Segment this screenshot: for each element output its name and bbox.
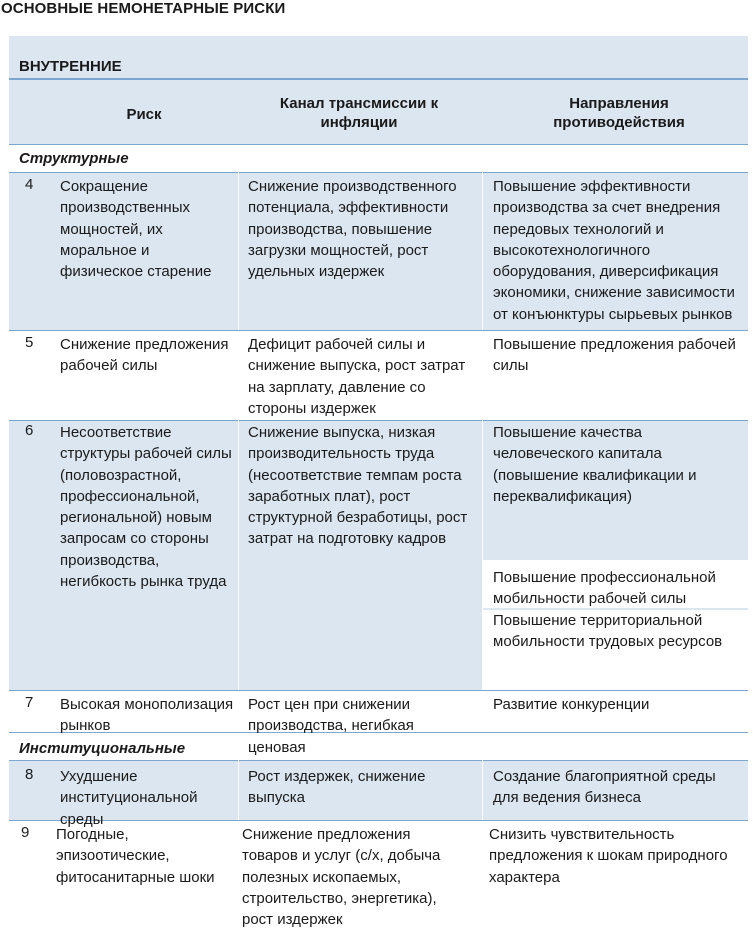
row-divider <box>9 420 748 421</box>
row-number: 4 <box>25 176 34 193</box>
channel-cell: Рост издержек, снижение выпуска <box>248 768 426 807</box>
row-number: 5 <box>25 334 34 351</box>
risk-cell: Сокращение производственных мощностей, их моральное и физическое старение <box>60 178 212 281</box>
response-cell: Развитие конкуренции <box>493 696 650 713</box>
response-cell: Снизить чувствительность предложения к шокам природного характера <box>489 826 728 886</box>
row-divider <box>9 760 748 761</box>
row-number: 6 <box>25 422 34 439</box>
channel-cell: Снижение производственного потенциала, эффективности производства, повышение загрузки мощностей, рост удельных издержек <box>248 178 457 281</box>
category-label: Институциональные <box>19 740 186 757</box>
column-divider <box>482 172 483 330</box>
column-header-channel: Канал трансмиссии к инфляции <box>279 95 439 131</box>
column-divider <box>238 760 239 820</box>
response-cell: Повышение территориальной мобильности трудовых ресурсов <box>493 612 723 651</box>
channel-cell: Дефицит рабочей силы и снижение выпуска, рост затрат на зарплату, давление со стороны издержек <box>248 336 466 417</box>
row-divider <box>9 78 748 80</box>
response-cell: Повышение эффективности производства за счет внедрения передовых технологий и высокотехнологичного оборудования, диверсификация экономики, снижение зависимости от конъюнктуры сырьевых рынков <box>493 178 735 323</box>
column-header-response: Направления противодействия <box>553 95 685 131</box>
row-divider <box>9 144 748 145</box>
response-cell: Повышение качества человеческого капитала (повышение квалификации и переквалификация) <box>493 424 697 505</box>
row-number: 8 <box>25 766 34 783</box>
risk-cell: Погодные, эпизоотические, фитосанитарные шоки <box>56 826 215 886</box>
response-cell: Повышение профессиональной мобильности рабочей силы <box>493 569 716 608</box>
row-number: 9 <box>21 824 30 841</box>
column-divider <box>238 420 239 690</box>
row-divider <box>9 690 748 691</box>
risk-cell: Несоответствие структуры рабочей силы (половозрастной, профессиональной, региональной) новым запросам со стороны производства, негибкость рынка труда <box>60 424 232 591</box>
column-divider <box>482 760 483 820</box>
channel-cell: Снижение выпуска, низкая производительность труда (несоответствие темпам роста заработных плат), рост структурной безработицы, рост затрат на подготовку кадров <box>248 424 468 548</box>
risk-cell: Ухудшение институциональной среды <box>60 768 198 828</box>
category-label: Структурные <box>19 150 129 167</box>
column-divider <box>482 420 483 690</box>
section-title: ВНУТРЕННИЕ <box>19 58 122 75</box>
response-cell: Повышение предложения рабочей силы <box>493 336 736 375</box>
row-divider <box>9 330 748 331</box>
channel-cell: Снижение предложения товаров и услуг (с/х, добыча полезных ископаемых, строительство, энергетика), рост издержек <box>242 826 441 929</box>
risk-table <box>9 36 748 927</box>
page-title: ОСНОВНЫЕ НЕМОНЕТАРНЫЕ РИСКИ <box>1 0 286 17</box>
column-header-risk: Риск <box>126 106 162 123</box>
risk-cell: Снижение предложения рабочей силы <box>60 336 229 375</box>
column-divider <box>238 172 239 330</box>
channel-cell: Рост цен при снижении производства, негибкая ценовая <box>248 696 414 756</box>
row-number: 7 <box>25 694 34 711</box>
response-cell: Создание благоприятной среды для ведения бизнеса <box>493 768 716 807</box>
risk-cell: Высокая монополизация рынков <box>60 696 234 735</box>
row-divider <box>9 172 748 173</box>
